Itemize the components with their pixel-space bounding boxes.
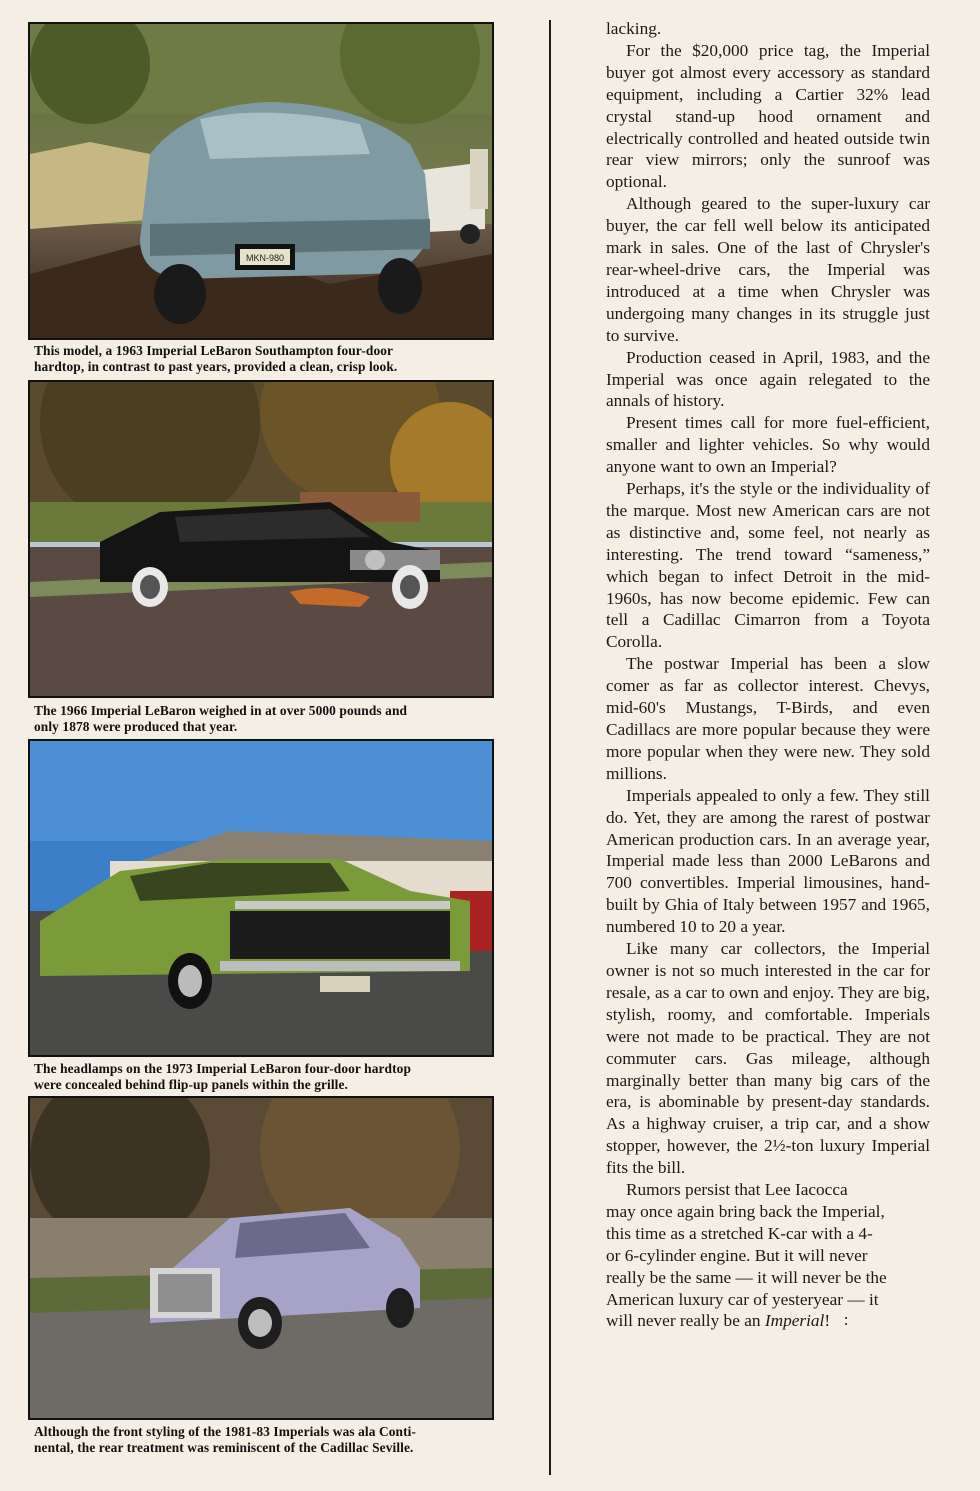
caption-photo-3: The headlamps on the 1973 Imperial LeBaron four-door hardtop were concealed behind flip-up panels within the grille. [34,1061,412,1092]
caption-photo-4: Although the front styling of the 1981-83 Imperials was ala Conti- nental, the rear treatment was reminiscent of the Cadillac Seville. [34,1424,417,1455]
article-paragraph: lacking. [606,19,662,38]
car-photo-1973-illustration [30,741,492,1055]
final-line-text: will never really be an [606,1311,765,1331]
article-paragraph: Imperials appealed to only a few. They still do. Yet, they are among the rarest of postwar American production cars. In an average year, Imperial made less than 2000 LeBarons and 700 convertibles. Imperial limousines, hand-built by Ghia of Italy between 1957 and 1965, numbered 10 to 20 a year. [606,785,930,937]
end-mark-icon: ∶ [844,1314,849,1331]
article-paragraph: Perhaps, it's the style or the individuality of the marque. Most new American cars are not as distinctive and, some feel, not nearly as interesting. The trend toward “sameness,” which began to infect Detroit in the mid-1960s, has now become epidemic. Few can tell a Cadillac Cimarron from a Toyota Corolla. [606,479,930,652]
license-plate-text: MKN-980 [245,253,285,263]
article-paragraph: Like many car collectors, the Imperial owner is not so much interested in the car for resale, as a car to own and enjoy. They are big, stylish, roomy, and comfortable. Imperials were not made to be practical. They are not commuter cars. Gas mileage, although marginally better than many big cars of the era, is abominable by present-day standards. As a highway cruiser, a trip car, and a show stopper, however, the 2½-ton luxury Imperial fits the bill. [606,939,930,1178]
final-paragraph-line: really be the same — it will never be the [606,1267,887,1287]
car-photo-1966-illustration [30,382,492,696]
final-paragraph-line: this time as a stretched K-car with a 4- [606,1223,873,1243]
column-divider [549,20,551,1475]
article-paragraph: For the $20,000 price tag, the Imperial buyer got almost every accessory as standard equipment, including a Cartier 32% lead crystal stand-up hood ornament and electrically controlled and heated outside twin rear view mirrors; only the sunroof was optional. [606,40,930,192]
article-paragraph: Production ceased in April, 1983, and the Imperial was once again relegated to the annals of history. [606,347,930,411]
photo-1981-imperial [28,1096,494,1420]
article-body [606,18,930,1334]
caption-photo-1: This model, a 1963 Imperial LeBaron Southampton four-door hardtop, in contrast to past years, provided a clean, crisp look. [34,343,398,374]
article-paragraph: Although geared to the super-luxury car buyer, the car fell well below its anticipated mark in sales. One of the last of Chrysler's rear-wheel-drive cars, the Imperial was introduced at a time when Chrysler was undergoing many changes in its struggle just to survive. [606,194,930,345]
caption-photo-2: The 1966 Imperial LeBaron weighed in at over 5000 pounds and only 1878 were produced that year. [34,703,408,734]
photo-1973-imperial [28,739,494,1057]
photo-1963-imperial [28,22,494,340]
final-paragraph-line: or 6-cylinder engine. But it will never [606,1245,868,1265]
car-photo-1981-illustration [30,1098,492,1418]
final-paragraph-line: may once again bring back the Imperial, [606,1201,885,1221]
imperial-emphasis: Imperial [764,1311,825,1331]
final-paragraph-last-line [606,1310,930,1334]
car-photo-1963-illustration [30,24,492,338]
article-final-paragraph [606,1179,930,1334]
final-paragraph-line: American luxury car of yesteryear — it [606,1289,879,1309]
article-paragraph: The postwar Imperial has been a slow comer as far as collector interest. Chevys, mid-60's Mustangs, T-Birds, and even Cadillacs are more popular because they were more popular when they were new. They sold millions. [606,654,930,783]
article-paragraph: Present times call for more fuel-efficient, smaller and lighter vehicles. So why would anyone want to own an Imperial? [606,413,930,477]
photo-1966-imperial [28,380,494,698]
final-line-punct: ! [824,1311,831,1331]
final-paragraph-line: Rumors persist that Lee Iacocca [626,1180,848,1200]
